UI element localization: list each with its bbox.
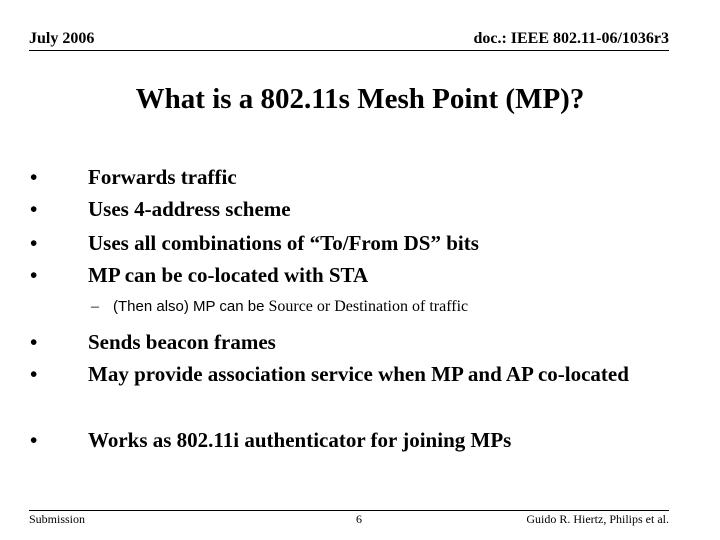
sub-bullet-dash: –: [91, 298, 99, 315]
footer-author: Guido R. Hiertz, Philips et al.: [526, 512, 669, 526]
bullet-dot: •: [30, 263, 38, 287]
bullet-item: [30, 425, 670, 456]
bullet-text: Sends beacon frames: [88, 330, 276, 354]
header-divider: [29, 50, 669, 51]
slide-title: What is a 802.11s Mesh Point (MP)?: [135, 83, 585, 115]
sub-bullet-item: [91, 296, 468, 318]
bullet-item: [30, 260, 670, 291]
bullet-text: Forwards traffic: [88, 165, 237, 189]
bullet-text: May provide association service when MP and AP co-located: [88, 362, 629, 386]
sub-bullet-text-part1: (Then also) MP can be: [113, 298, 265, 315]
bullet-text: MP can be co-located with STA: [88, 263, 369, 287]
header-date: July 2006: [29, 30, 95, 47]
bullet-dot: •: [30, 428, 38, 452]
header-doc-id: doc.: IEEE 802.11-06/1036r3: [473, 30, 669, 47]
bullet-item: [30, 327, 670, 358]
footer-page-number: 6: [356, 512, 362, 526]
bullet-dot: •: [30, 165, 38, 189]
bullet-text: Works as 802.11i authenticator for joining MPs: [88, 428, 512, 452]
bullet-item: [30, 162, 670, 193]
bullet-text: Uses 4-address scheme: [88, 197, 291, 221]
bullet-text: Uses all combinations of “To/From DS” bits: [88, 231, 479, 255]
bullet-dot: •: [30, 197, 38, 221]
bullet-item: [30, 228, 670, 259]
bullet-dot: •: [30, 330, 38, 354]
sub-bullet-text-part2: Source or Destination of traffic: [268, 298, 469, 315]
footer-submission: Submission: [29, 512, 86, 526]
bullet-item: [30, 194, 670, 225]
bullet-dot: •: [30, 231, 38, 255]
bullet-item: [30, 359, 670, 390]
bullet-dot: •: [30, 362, 38, 386]
